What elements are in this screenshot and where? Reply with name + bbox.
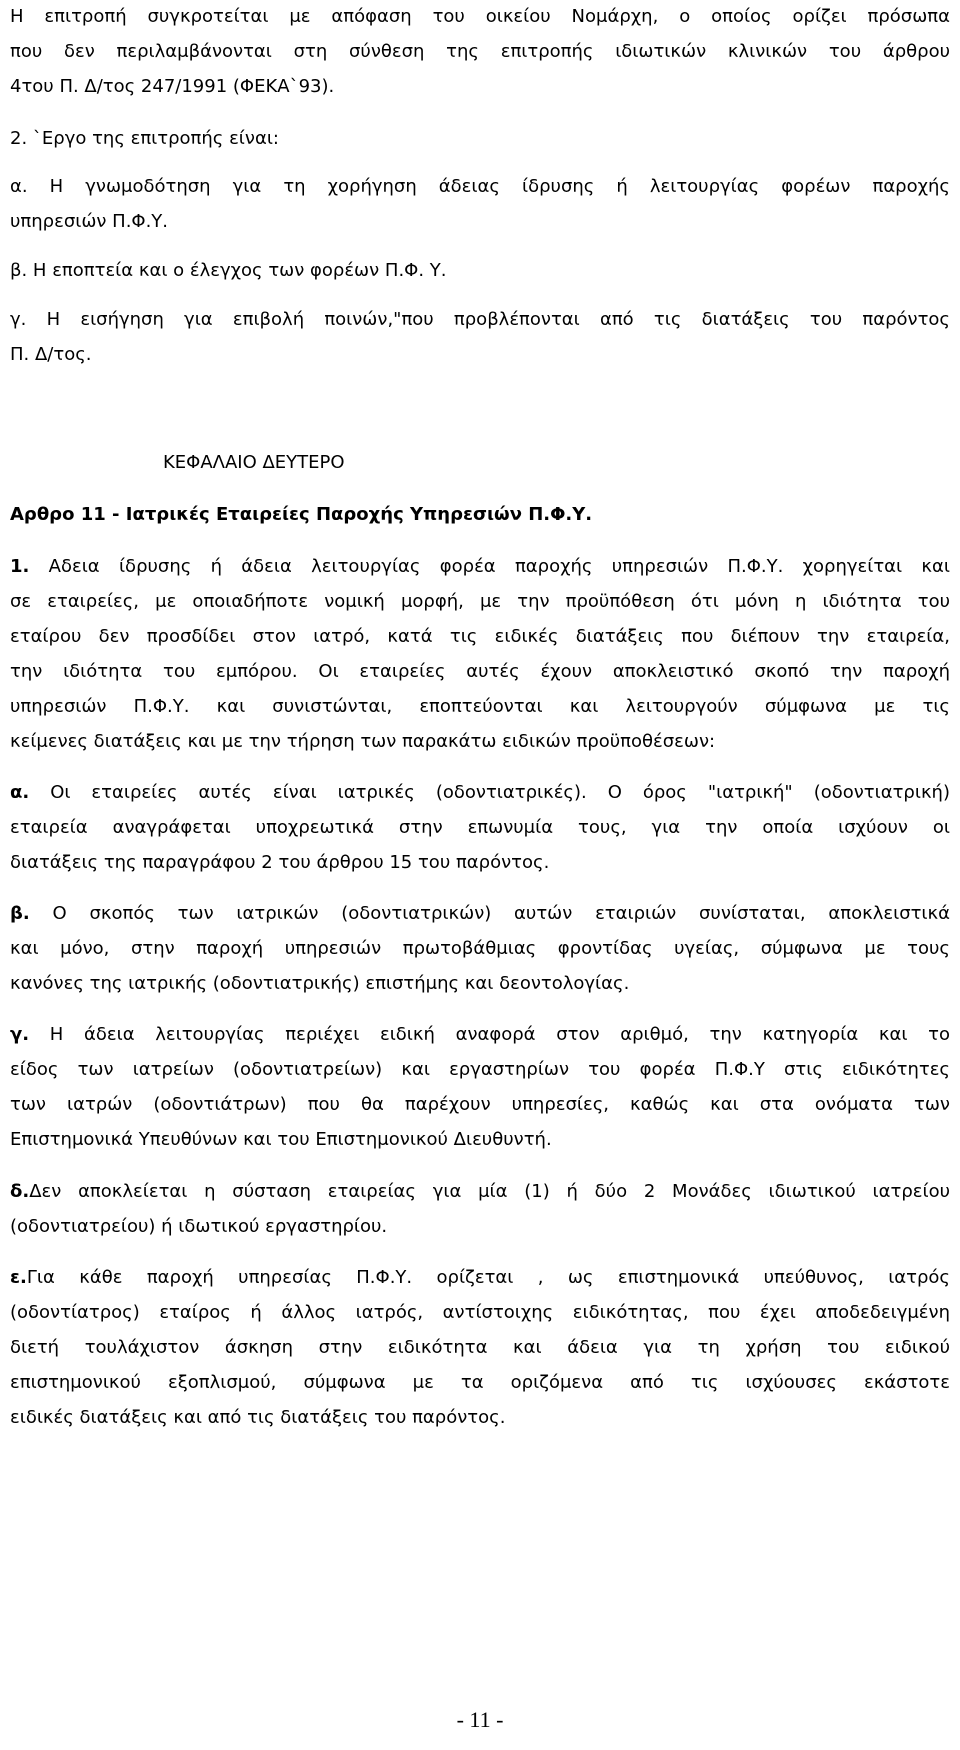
para-1-line: κείμενες διατάξεις και με την τήρηση των παρακάτω ειδικών προϋποθέσεων: — [10, 731, 716, 752]
para-b-label: β. — [10, 903, 30, 924]
para-e-line: διετή τουλάχιστον άσκηση στην ειδικότητα και άδεια για τη χρήση του ειδικού — [10, 1337, 950, 1358]
para-a-line: α. Οι εταιρείες αυτές είναι ιατρικές (οδοντιατρικές). Ο όρος "ιατρική" (οδοντιατρική) — [10, 782, 950, 803]
para-a-line: εταιρεία αναγράφεται υποχρεωτικά στην επωνυμία τους, για την οποία ισχύουν οι — [10, 817, 950, 838]
para-e-line: ε.Για κάθε παροχή υπηρεσίας Π.Φ.Υ. ορίζεται , ως επιστημονικά υπεύθυνος, ιατρός — [10, 1267, 950, 1288]
para-e-line: επιστημονικού εξοπλισμού, σύμφωνα με τα οριζόμενα από τις ισχύουσες εκάστοτε — [10, 1372, 950, 1393]
sub-item-g-cont: Π. Δ/τος. — [10, 344, 92, 365]
para-1-line: υπηρεσιών Π.Φ.Υ. και συνιστώνται, εποπτεύονται και λειτουργούν σύμφωνα με τις — [10, 696, 950, 717]
para-e-label: ε. — [10, 1267, 27, 1288]
sub-item-a: α. Η γνωμοδότηση για τη χορήγηση άδειας ίδρυσης ή λειτουργίας φορέων παροχής — [10, 176, 950, 197]
para-b-line: και μόνο, στην παροχή υπηρεσιών πρωτοβάθμιας φροντίδας υγείας, σύμφωνα με τους — [10, 938, 950, 959]
para-b-line: β. Ο σκοπός των ιατρικών (οδοντιατρικών) αυτών εταιριών συνίσταται, αποκλειστικά — [10, 903, 950, 924]
para-1-line: σε εταιρείες, με οποιαδήποτε νομική μορφή, με την προϋπόθεση ότι μόνη η ιδιότητα του — [10, 591, 950, 612]
para-e-line: (οδοντίατρος) εταίρος ή άλλος ιατρός, αντίστοιχης ειδικότητας, που έχει αποδεδειγμένη — [10, 1302, 950, 1323]
article-title: Αρθρο 11 - Ιατρικές Εταιρείες Παροχής Υπηρεσιών Π.Φ.Υ. — [10, 504, 593, 525]
sub-item-g: γ. Η εισήγηση για επιβολή ποινών,"που προβλέπονται από τις διατάξεις του παρόντος — [10, 309, 950, 330]
page-number: - 11 - — [456, 1707, 504, 1732]
chapter-title: ΚΕΦΑΛΑΙΟ ΔΕΥΤΕΡΟ — [163, 452, 345, 473]
para-g-line: Επιστημονικά Υπευθύνων και του Επιστημονικού Διευθυντή. — [10, 1129, 552, 1150]
para-d-line: δ.Δεν αποκλείεται η σύσταση εταιρείας για μία (1) ή δύο 2 Μονάδες ιδιωτικού ιατρείου — [10, 1181, 950, 1202]
para-1-line: εταίρου δεν προσδίδει στον ιατρό, κατά τις ειδικές διατάξεις που διέπουν την εταιρεία, — [10, 626, 950, 647]
para-b-line: κανόνες της ιατρικής (οδοντιατρικής) επιστήμης και δεοντολογίας. — [10, 973, 630, 994]
para-d-label: δ. — [10, 1181, 30, 1202]
para-g-line: των ιατρών (οδοντιάτρων) που θα παρέχουν υπηρεσίες, καθώς και στα ονόματα των — [10, 1094, 950, 1115]
para-1-line: την ιδιότητα του εμπόρου. Οι εταιρείες αυτές έχουν αποκλειστικό σκοπό την παροχή — [10, 661, 950, 682]
para-1-number: 1. — [10, 556, 30, 577]
para-g-line: γ. Η άδεια λειτουργίας περιέχει ειδική αναφορά στον αριθμό, την κατηγορία και το — [10, 1024, 950, 1045]
sub-item-b: β. Η εποπτεία και ο έλεγχος των φορέων Π.Φ. Υ. — [10, 260, 447, 281]
text-line: 4του Π. Δ/τος 247/1991 (ΦΕΚΑ`93). — [10, 76, 335, 97]
para-e-line: ειδικές διατάξεις και από τις διατάξεις του παρόντος. — [10, 1407, 506, 1428]
text-line: που δεν περιλαμβάνονται στη σύνθεση της επιτροπής ιδιωτικών κλινικών του άρθρου — [10, 41, 950, 62]
para-a-label: α. — [10, 782, 30, 803]
sub-item-a-cont: υπηρεσιών Π.Φ.Υ. — [10, 211, 169, 232]
text-line: Η επιτροπή συγκροτείται με απόφαση του οικείου Νομάρχη, ο οποίος ορίζει πρόσωπα — [10, 6, 950, 27]
para-d-line: (οδοντιατρείου) ή ιδωτικού εργαστηρίου. — [10, 1216, 388, 1237]
para-g-line: είδος των ιατρείων (οδοντιατρείων) και εργαστηρίων του φορέα Π.Φ.Υ στις ειδικότητες — [10, 1059, 950, 1080]
item-2: 2. `Εργο της επιτροπής είναι: — [10, 128, 279, 149]
para-g-label: γ. — [10, 1024, 30, 1045]
para-a-line: διατάξεις της παραγράφου 2 του άρθρου 15 του παρόντος. — [10, 852, 550, 873]
para-1-line: 1. Αδεια ίδρυσης ή άδεια λειτουργίας φορέα παροχής υπηρεσιών Π.Φ.Υ. χορηγείται και — [10, 556, 950, 577]
